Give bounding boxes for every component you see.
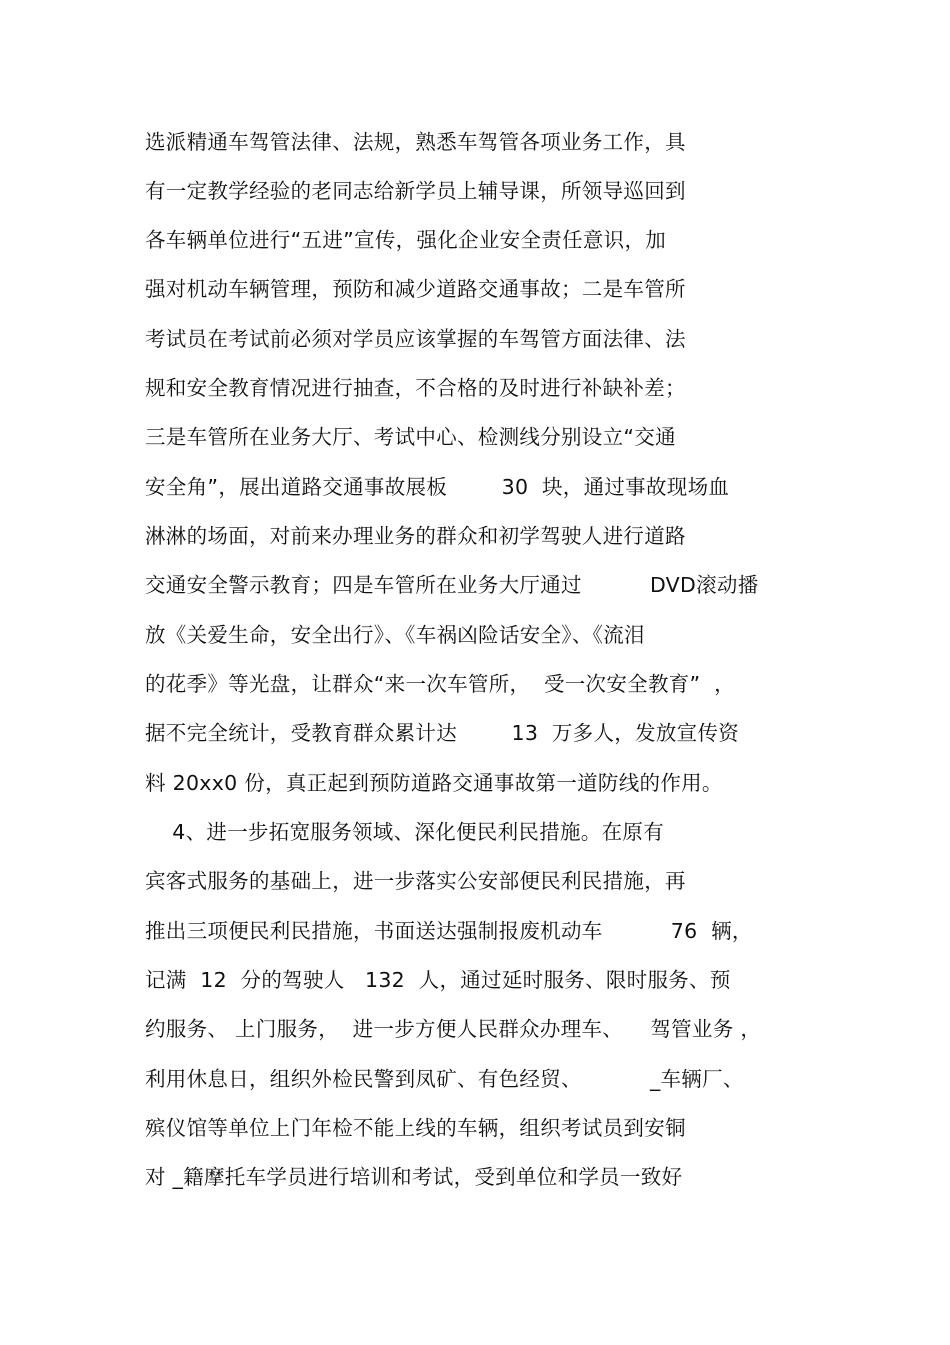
text-line: 记满 12 分的驾驶人 132 人，通过延时服务、限时服务、预 (145, 968, 731, 992)
text-line: 淋淋的场面，对前来办理业务的群众和初学驾驶人进行道路 (145, 524, 686, 548)
text-line: 各车辆单位进行“五进”宣传，强化企业安全责任意识，加 (145, 228, 667, 252)
text-line: 约服务、 上门服务， 进一步方便人民群众办理车、 驾管业务 ， (145, 1017, 762, 1041)
text-line: 交通安全警示教育；四是车管所在业务大厅通过 DVD滚动播 (145, 573, 759, 597)
text-line: 强对机动车辆管理，预防和减少道路交通事故；二是车管所 (145, 277, 686, 301)
text-line: 放《关爱生命，安全出行》、《车祸凶险话安全》、《流泪 (145, 623, 645, 647)
text-line: 宾客式服务的基础上，进一步落实公安部便民利民措施，再 (145, 869, 686, 893)
text-line: 选派精通车驾管法律、法规，熟悉车驾管各项业务工作，具 (145, 130, 686, 154)
text-line: 有一定教学经验的老同志给新学员上辅导课，所领导巡回到 (145, 179, 686, 203)
text-line: 安全角”，展出道路交通事故展板 30 块，通过事故现场血 (145, 475, 730, 499)
text-line: 利用休息日，组织外检民警到凤矿、有色经贸、 _车辆厂、 (145, 1067, 744, 1091)
paragraph-start-line: 4、进一步拓宽服务领域、深化便民利民措施。在原有 (145, 820, 665, 844)
text-line: 考试员在考试前必须对学员应该掌握的车驾管方面法律、法 (145, 327, 686, 351)
text-line: 三是车管所在业务大厅、考试中心、检测线分别设立“交通 (145, 425, 676, 449)
text-line: 规和安全教育情况进行抽查，不合格的及时进行补缺补差； (145, 376, 686, 400)
text-line: 对 _籍摩托车学员进行培训和考试，受到单位和学员一致好 (145, 1165, 683, 1189)
text-line: 殡仪馆等单位上门年检不能上线的车辆，组织考试员到安铜 (145, 1116, 686, 1140)
text-line: 据不完全统计，受教育群众累计达 13 万多人，发放宣传资 (145, 721, 740, 745)
text-line: 的花季》等光盘，让群众“来一次车管所， 受一次安全教育” ， (145, 672, 735, 696)
text-line: 推出三项便民利民措施，书面送达强制报废机动车 76 辆， (145, 919, 753, 943)
text-line: 料 20xx0 份，真正起到预防道路交通事故第一道防线的作用。 (145, 771, 723, 795)
